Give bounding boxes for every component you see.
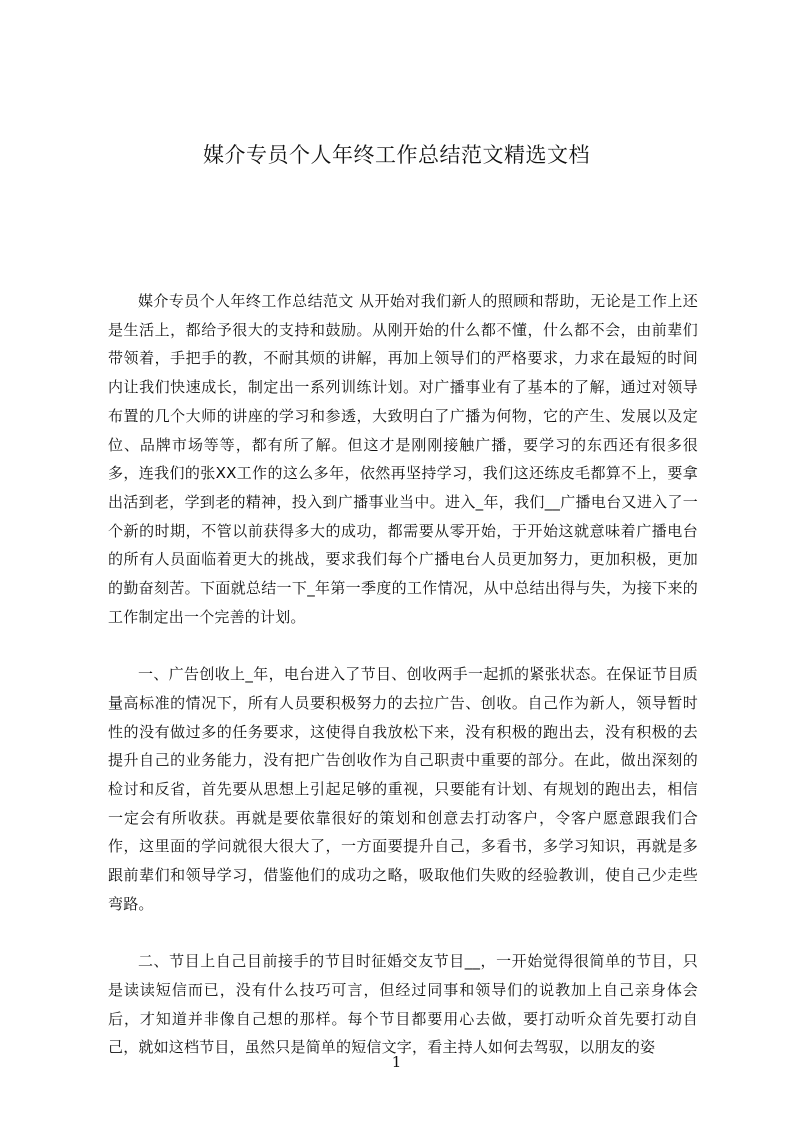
page-title: 媒介专员个人年终工作总结范文精选文档 bbox=[203, 143, 590, 167]
page-number: 1 bbox=[391, 1053, 402, 1071]
paragraph-programs: 二、节目上自己目前接手的节目时征婚交友节目__，一开始觉得很简单的节目，只是读读短信而已，没有什么技巧可言，但经过同事和领导们的说教加上自己亲身体会后，才知道并非像自己想的那样。每个节目都要用心去做，要打动听众首先要打动自己，就如这档节目，虽然只是简单的短信文字，看主持人如何去驾驭，以朋友的姿 bbox=[108, 952, 698, 1057]
document-body bbox=[108, 287, 698, 1091]
paragraph-intro: 媒介专员个人年终工作总结范文 从开始对我们新人的照顾和帮助，无论是工作上还是生活上，都给予很大的支持和鼓励。从刚开始的什么都不懂，什么都不会，由前辈们带领着，手把手的教，不耐其烦的讲解，再加上领导们的严格要求，力求在最短的时间内让我们快速成长，制定出一系列训练计划。对广播事业有了基本的了解，通过对领导布置的几个大师的讲座的学习和参透，大致明白了广播为何物，它的产生、发展以及定位、品牌市场等等，都有所了解。但这才是刚刚接触广播，要学习的东西还有很多很多，连我们的张XX工作的这么多年，依然再坚持学习，我们这还练皮毛都算不上，要拿出活到老，学到老的精神，投入到广播事业当中。进入_年，我们__广播电台又进入了一个新的时期，不管以前获得多大的成功，都需要从零开始，于开始这就意味着广播电台的所有人员面临着更大的挑战，要求我们每个广播电台人员更加努力，更加积极，更加的勤奋刻苦。下面就总结一下_年第一季度的工作情况，从中总结出得与失，为接下来的工作制定出一个完善的计划。 bbox=[108, 292, 698, 626]
paragraph-advertising: 一、广告创收上_年，电台进入了节目、创收两手一起抓的紧张状态。在保证节目质量高标准的情况下，所有人员要积极努力的去拉广告、创收。自己作为新人，领导暂时性的没有做过多的任务要求，这使得自我放松下来，没有积极的跑出去，没有积极的去提升自己的业务能力，没有把广告创收作为自己职责中重要的部分。在此，做出深刻的检讨和反省，首先要从思想上引起足够的重视，只要能有计划、有规划的跑出去，相信一定会有所收获。再就是要依靠很好的策划和创意去打动客户，令客户愿意跟我们合作，这里面的学问就很大很大了，一方面要提升自己，多看书，多学习知识，再就是多跟前辈们和领导学习，借鉴他们的成功之略，吸取他们失败的经验教训，使自己少走些弯路。 bbox=[108, 665, 698, 913]
